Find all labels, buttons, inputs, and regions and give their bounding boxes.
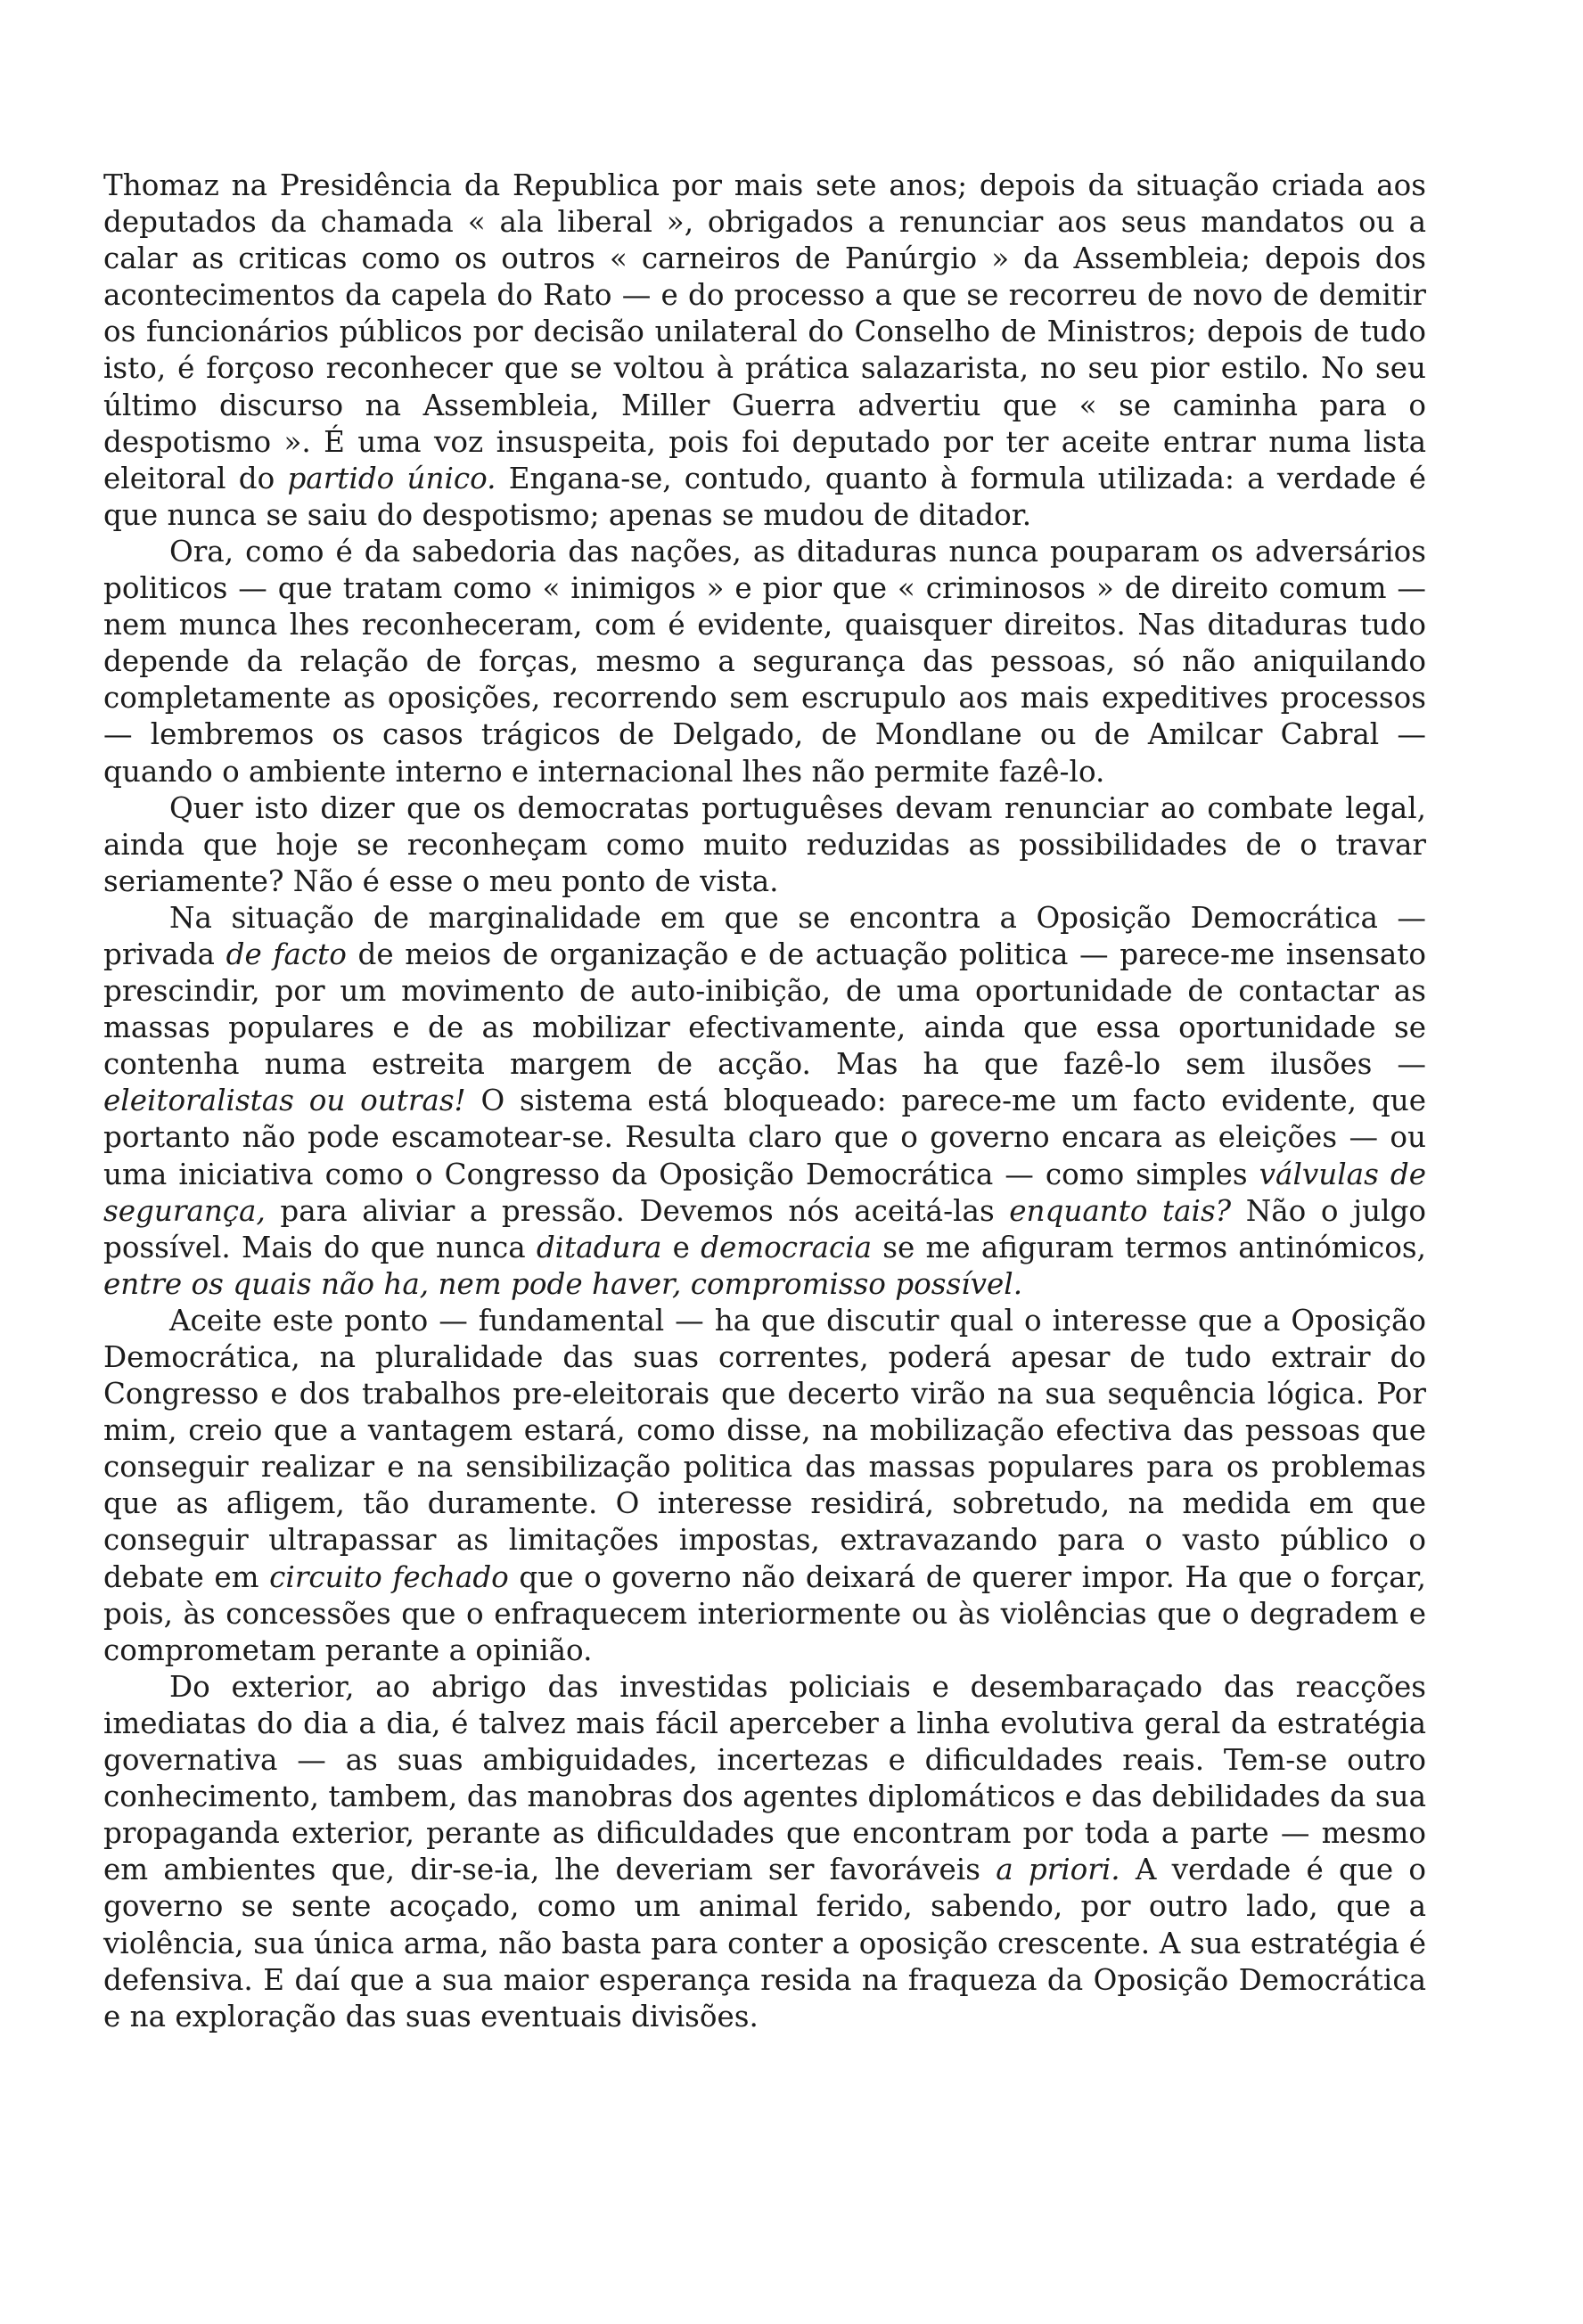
- italic-text: partido único.: [287, 461, 496, 495]
- text-segment: Quer isto dizer que os democratas portuguêses devam renunciar ao combate legal, ainda que hoje se reconheçam como muito reduzidas as possibilidades de o travar seriamente? Não é esse o meu ponto de vista.: [103, 790, 1426, 898]
- text-segment: de meios de organização e de actuação politica — parece-me insensato prescindir, por um movimento de auto-inibição, de uma oportunidade de contactar as massas populares e de as mobilizar efectivamente, ainda que essa oportunidade se contenha numa estreita margem de acção. Mas ha que fazê-lo sem ilusões —: [103, 937, 1427, 1082]
- text-segment: Engana-se, contudo, quanto à formula utilizada: a verdade é que nunca se saiu do despotismo; apenas se mudou de ditador.: [103, 461, 1427, 532]
- italic-text: eleitoralistas ou outras!: [103, 1084, 466, 1118]
- text-segment: O sistema está bloqueado: parece-me um facto evidente, que portanto não pode escamotear-se. Resulta claro que o governo encara as eleições — ou uma iniciativa como o Congresso da Oposição Democrática — como simples: [103, 1084, 1426, 1191]
- text-segment: que o governo não deixará de querer impor. Ha que o forçar, pois, às concessões que o enfraquecem interiormente ou às violências que o degradem e comprometam perante a opinião.: [103, 1559, 1427, 1667]
- text-segment: Do exterior, ao abrigo das investidas policiais e desembaraçado das reacções imediatas do dia a dia, é talvez mais fácil aperceber a linha evolutiva geral da estratégia governativa — as suas ambiguidades, incertezas e dificuldades reais. Tem-se outro conhecimento, tambem, das manobras dos agentes diplomáticos e das debilidades da sua propaganda exterior, perante as dificuldades que encontram por toda a parte — mesmo em ambientes que, dir-se-ia, lhe deveriam ser favoráveis: [103, 1669, 1426, 1887]
- page-body: [103, 168, 1426, 2217]
- italic-text: de facto: [226, 937, 347, 971]
- italic-text: circuito fechado: [269, 1559, 509, 1594]
- text-segment: e: [661, 1230, 701, 1264]
- text-segment: se me afiguram termos antinómicos,: [872, 1230, 1426, 1264]
- italic-text: a priori.: [996, 1853, 1120, 1887]
- text-segment: Thomaz na Presidência da Republica por mais sete anos; depois da situação criada aos deputados da chamada « ala liberal », obrigados a renunciar aos seus mandatos ou a calar as criticas como os outros « carneiros de Panúrgio » da Assembleia; depois dos acontecimentos da capela do Rato — e do processo a que se recorreu de novo de demitir os funcionários públicos por decisão unilateral do Conselho de Ministros; depois de tudo isto, é forçoso reconhecer que se voltou à prática salazarista, no seu pior estilo. No seu último discurso na Assembleia, Miller Guerra advertiu que « se caminha para o despotismo ». É uma voz insuspeita, pois foi deputado por ter aceite entrar numa lista eleitoral do: [103, 168, 1426, 495]
- italic-text: enquanto tais?: [1009, 1193, 1232, 1228]
- text-segment: Na situação de marginalidade em que se encontra a Oposição Democrática — privada: [103, 900, 1426, 971]
- italic-text: democracia: [701, 1230, 873, 1264]
- paragraph: [103, 1669, 1426, 2035]
- text-segment: Ora, como é da sabedoria das nações, as ditaduras nunca pouparam os adversários politicos — que tratam como « inimigos » e pior que « criminosos » de direito comum — nem munca lhes reconheceram, com é evidente, quaisquer direitos. Nas ditaduras tudo depende da relação de forças, mesmo a segurança das pessoas, só não aniquilando completamente as oposições, recorrendo sem escrupulo aos mais expeditives processos — lembremos os casos trágicos de Delgado, de Mondlane ou de Amilcar Cabral — quando o ambiente interno e internacional lhes não permite fazê-lo.: [103, 534, 1426, 789]
- italic-text: válvulas de segurança,: [103, 1157, 1426, 1228]
- paragraph: [103, 168, 1426, 534]
- paragraph: [103, 790, 1426, 900]
- text-segment: para aliviar a pressão. Devemos nós aceitá-las: [265, 1193, 1010, 1228]
- paragraph: [103, 534, 1426, 790]
- italic-text: ditadura: [536, 1230, 662, 1264]
- paragraph: [103, 1303, 1426, 1669]
- text-segment: Não o julgo possível. Mais do que nunca: [103, 1193, 1426, 1264]
- paragraph: [103, 900, 1426, 1303]
- italic-text: entre os quais não ha, nem pode haver, compromisso possível.: [103, 1266, 1023, 1301]
- text-segment: A verdade é que o governo se sente acoçado, como um animal ferido, sabendo, por outro lado, que a violência, sua única arma, não basta para conter a oposição crescente. A sua estratégia é defensiva. E daí que a sua maior esperança resida na fraqueza da Oposição Democrática e na exploração das suas eventuais divisões.: [103, 1853, 1427, 2034]
- text-segment: Aceite este ponto — fundamental — ha que discutir qual o interesse que a Oposição Democrática, na pluralidade das suas correntes, poderá apesar de tudo extrair do Congresso e dos trabalhos pre-eleitorais que decerto virão na sua sequência lógica. Por mim, creio que a vantagem estará, como disse, na mobilização efectiva das pessoas que conseguir realizar e na sensibilização politica das massas populares para os problemas que as afligem, tão duramente. O interesse residirá, sobretudo, na medida em que conseguir ultrapassar as limitações impostas, extravazando para o vasto público o debate em: [103, 1303, 1426, 1594]
